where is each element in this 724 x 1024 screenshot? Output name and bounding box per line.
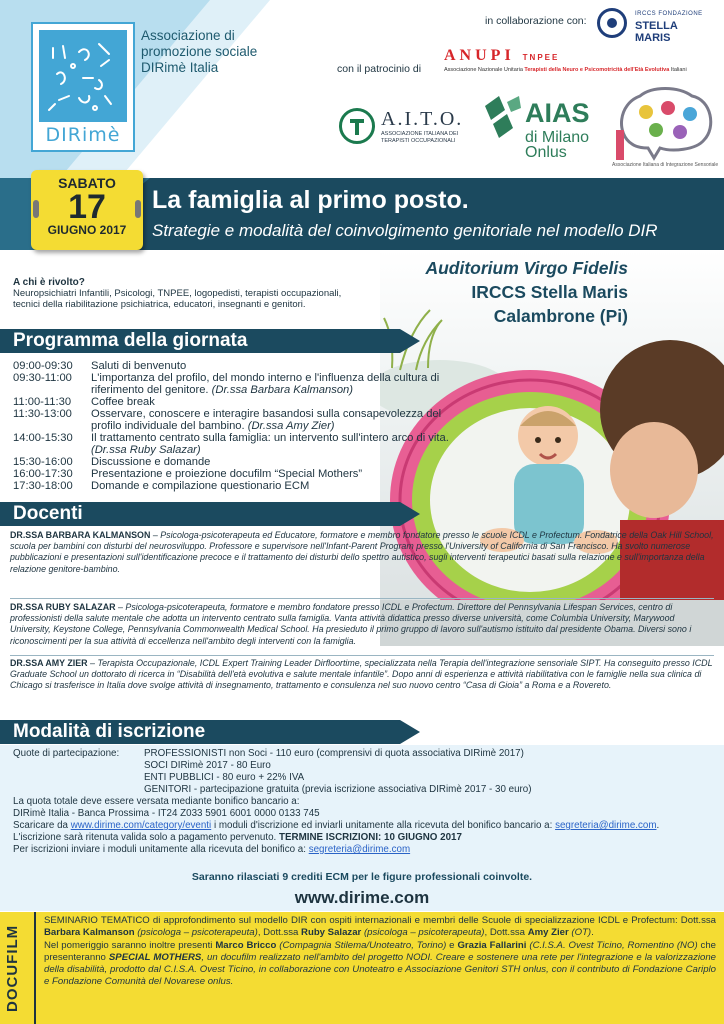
event-subtitle: Strategie e modalità del coinvolgimento genitoriale nel modello DIR xyxy=(152,221,658,240)
program-row: 09:30-11:00 L'importanza del profilo, del mondo interno e l'influenza della cultura di riferimento del genitore. (Dr.ssa Barbara Kalmanson) xyxy=(13,372,440,396)
stella-maris-logo xyxy=(597,8,715,42)
program-row: 11:00-11:30 Coffee break xyxy=(13,396,155,408)
registration-section-bar xyxy=(0,720,400,744)
send-instructions: Per iscrizioni inviare i moduli unitamente alla ricevuta del bonifico a: segreteria@dirime.com xyxy=(13,844,411,855)
program-heading: Programma della giornata xyxy=(13,330,248,351)
aito-emblem-icon xyxy=(339,108,375,144)
senses-subtitle: Associazione Italiana di Integrazione Sensoriale xyxy=(612,162,719,168)
association-line: Associazione di xyxy=(141,28,235,43)
download-instructions: Scaricare da www.dirime.com/category/eventi i moduli d'iscrizione ed inviarli unitamente alla ricevuta del bonifico bancario a: segreteria@dirime.com. xyxy=(13,820,660,831)
stella-maris-emblem-icon xyxy=(597,8,627,38)
ecm-credits-note: Saranno rilasciati 9 crediti ECM per le figure professionali coinvolte. xyxy=(191,871,533,883)
fee-item: GENITORI - partecipazione gratuita (previa iscrizione associativa DIRimè 2017 - 30 euro) xyxy=(144,784,532,795)
secretary-email-link[interactable]: segreteria@dirime.com xyxy=(308,844,411,855)
date-day: 17 xyxy=(68,188,106,226)
program-list xyxy=(13,360,453,492)
events-link[interactable]: www.dirime.com/category/eventi xyxy=(70,820,212,831)
brain-senses-icon xyxy=(612,84,722,162)
aias-location: di Milano Onlus xyxy=(525,129,590,161)
aito-name: A.I.T.O. xyxy=(381,108,464,130)
senses-logo xyxy=(612,84,722,172)
anupi-tag: TNPEE xyxy=(522,53,560,62)
target-audience xyxy=(13,277,343,310)
docenti-section-bar xyxy=(0,502,400,526)
divider xyxy=(10,655,714,656)
calendar-ring-icon xyxy=(33,200,39,218)
docufilm-side-label xyxy=(0,912,36,1024)
header xyxy=(0,0,724,178)
aias-name: AIAS xyxy=(525,98,590,128)
program-row: 17:30-18:00 Domande e compilazione questionario ECM xyxy=(13,480,310,492)
validity-note: L'iscrizione sarà ritenuta valida solo a pagamento pervenuto. TERMINE ISCRIZIONI: 10 GIUGNO 2017 xyxy=(13,832,462,843)
aias-emblem-icon xyxy=(485,96,521,140)
section-arrow-tip xyxy=(400,502,420,526)
docente-name: DR.SSA RUBY SALAZAR xyxy=(10,602,116,612)
venue-line: Calambrone (Pi) xyxy=(493,306,628,326)
aito-logo xyxy=(339,108,474,148)
event-venue xyxy=(425,256,628,328)
registration-details xyxy=(13,748,718,856)
calendar-ring-icon xyxy=(135,200,141,218)
registration-heading: Modalità di iscrizione xyxy=(13,721,206,742)
fees-label: Quote di partecipazione: xyxy=(13,748,120,759)
program-row: 15:30-16:00 Discussione e domande xyxy=(13,456,211,468)
docente-name: DR.SSA BARBARA KALMANSON xyxy=(10,530,151,540)
docente-bio: DR.SSA BARBARA KALMANSON – Psicologa-psicoterapeuta ed Educatore, formatore e membro fondatore presso le scuole ICDL e Profectum. Fondatrice della Oak Hill School, scuola per bambini con disturbi del neurosviluppo. Professore e supervisore nell'Infant-Parent Program presso l'University of California di San Francisco. Ha svolto numerose pubblicazioni e presentazioni sull'identificazione precoce e il trattamento dei disturbi dello spettro autistico, sugli interventi terapeutici basati sulla relazione e sull'importanza della relazione genitore-bambino. xyxy=(10,530,714,574)
docufilm-label: DOCUFILM xyxy=(4,924,21,1012)
section-arrow-tip xyxy=(400,329,420,353)
program-section-bar xyxy=(0,329,400,353)
docufilm-text: SEMINARIO TEMATICO di approfondimento sul modello DIR con ospiti internazionali e membri delle Scuole di specializzazione ICDL e Profectum: Dott.ssa Barbara Kalmanson (psicologa – psicoterapeuta), Dott.ssa Ruby Salazar (psicologa – psicoterapeuta), Dott.ssa Amy Zier (OT). Nel pomeriggio saranno inoltre presenti Marco Bricco (Compagnia Stilema/Unoteatro, Torino) e Grazia Fallarini (C.I.S.A. Ovest Ticino, Romentino (NO) che presenteranno SPECIAL MOTHERS, un docufilm realizzato nell'ambito del progetto NODI. Creare e sostenere una rete per l'integrazione e la valorizzazione della disabilità, prodotto dal C.I.S.A. Ovest Ticino, in collaborazione con Unoteatro e Associazione Genitori STH onlus, con il contributo di Fondazione Cariplo e Fondazione Comunità del Novarese onlus. xyxy=(44,915,717,988)
secretary-email-link[interactable]: segreteria@dirime.com xyxy=(555,820,657,831)
logo-graphic xyxy=(39,30,127,122)
program-row: 14:00-15:30 Il trattamento centrato sulla famiglia: un intervento sull'intero arco di vita. (Dr.ssa Ruby Salazar) xyxy=(13,432,449,456)
registration-deadline: TERMINE ISCRIZIONI: 10 GIUGNO 2017 xyxy=(279,832,462,843)
venue-line: IRCCS Stella Maris xyxy=(471,282,628,302)
aito-subtitle: ASSOCIAZIONE ITALIANA DEI TERAPISTI OCCUPAZIONALI xyxy=(381,131,459,144)
anupi-subtitle: Associazione Nazionale Unitaria Terapisti della Neuro e Psicomotricità dell'Età Evolutiva Italiani xyxy=(444,67,687,73)
patronage-label: con il patrocinio di xyxy=(337,63,422,75)
target-heading: A chi è rivolto? xyxy=(13,277,85,288)
target-text: Neuropsichiatri Infantili, Psicologi, TNPEE, logopedisti, terapisti occupazionali, tecnici della riabilitazione psichiatrica, educatori, insegnanti e genitori. xyxy=(13,288,342,310)
stella-maris-name: STELLA MARIS xyxy=(635,20,678,44)
dirime-logo xyxy=(31,22,135,152)
association-line: promozione sociale xyxy=(141,44,258,59)
payment-intro: La quota totale deve essere versata mediante bonifico bancario a: xyxy=(13,796,300,807)
fee-item: SOCI DIRimè 2017 - 80 Euro xyxy=(144,760,271,771)
program-row: 09:00-09:30 Saluti di benvenuto xyxy=(13,360,187,372)
logo-text: DIRimè xyxy=(45,124,121,146)
docente-bio: DR.SSA AMY ZIER – Terapista Occupazionale, ICDL Expert Training Leader Dirfloortime, specializzata nella Terapia dell'integrazione sensoriale SIPT. Ha conseguito presso ICDL Graduate School un dottorato di ricerca in “Disabilità dell'età evolutiva e salute mentale infantile”. Dopo anni di esperienza e attività riabilitativa con le famiglie nella sua clinica di Chicago si trasferisce in Italia dove svolge attività di insegnamento, trattamento e consulenza nel suo nuovo centro “Casa di Gioia” a Roma e a Rovereto. xyxy=(10,658,713,691)
stella-maris-small-text: IRCCS FONDAZIONE xyxy=(635,11,703,17)
event-date-badge xyxy=(31,170,143,250)
aias-logo xyxy=(485,90,605,160)
docente-name: DR.SSA AMY ZIER xyxy=(10,658,88,668)
association-line: DIRimè Italia xyxy=(141,60,219,75)
bank-details: DIRimè Italia - Banca Prossima - IT24 Z033 5901 6001 0000 0133 745 xyxy=(13,808,320,819)
fees-block xyxy=(13,748,718,796)
section-arrow-tip xyxy=(400,720,420,744)
collaboration-label: in collaborazione con: xyxy=(485,15,587,27)
fee-item: ENTI PUBBLICI - 80 euro + 22% IVA xyxy=(144,772,305,783)
program-row: 11:30-13:00 Osservare, conoscere e interagire basandosi sulla consapevolezza del profilo individuale del bambino. (Dr.ssa Amy Zier) xyxy=(13,408,442,432)
docente-bio: DR.SSA RUBY SALAZAR – Psicologa-psicoterapeuta, formatore e membro fondatore presso ICDL e Profectum. Direttore del Pennsylvania Lifespan Services, centro di professionisti della salute mentale che adotta un intervento centrato sulla famiglia. Vanta attività didattica presso diverse università, come Columbia University, Marywood University, Keystone College, Pennsylvania Commonwealth Medical School. Ha presieduto il primo gruppo di lavoro sull'autismo istituito dal presidente Obama. Diversi sono i riconoscimenti per la sua attività di eccellenza nell'ambito degli interventi con la famiglia. xyxy=(10,602,692,646)
website-link[interactable]: www.dirime.com xyxy=(294,888,430,907)
anupi-name: ANUPI xyxy=(444,47,515,64)
anupi-logo xyxy=(444,47,704,77)
date-month-year: GIUGNO 2017 xyxy=(47,223,127,237)
venue-line: Auditorium Virgo Fidelis xyxy=(425,258,628,278)
event-title: La famiglia al primo posto. xyxy=(152,186,469,214)
program-row: 16:00-17:30 Presentazione e proiezione docufilm “Special Mothers” xyxy=(13,468,363,480)
association-name xyxy=(141,28,257,76)
logo-doodle-icon xyxy=(39,30,127,122)
date-weekday: SABATO xyxy=(58,175,116,191)
docenti-heading: Docenti xyxy=(13,503,83,524)
fee-item: PROFESSIONISTI non Soci - 110 euro (comprensivi di quota associativa DIRimè 2017) xyxy=(144,748,524,759)
divider xyxy=(10,598,714,599)
